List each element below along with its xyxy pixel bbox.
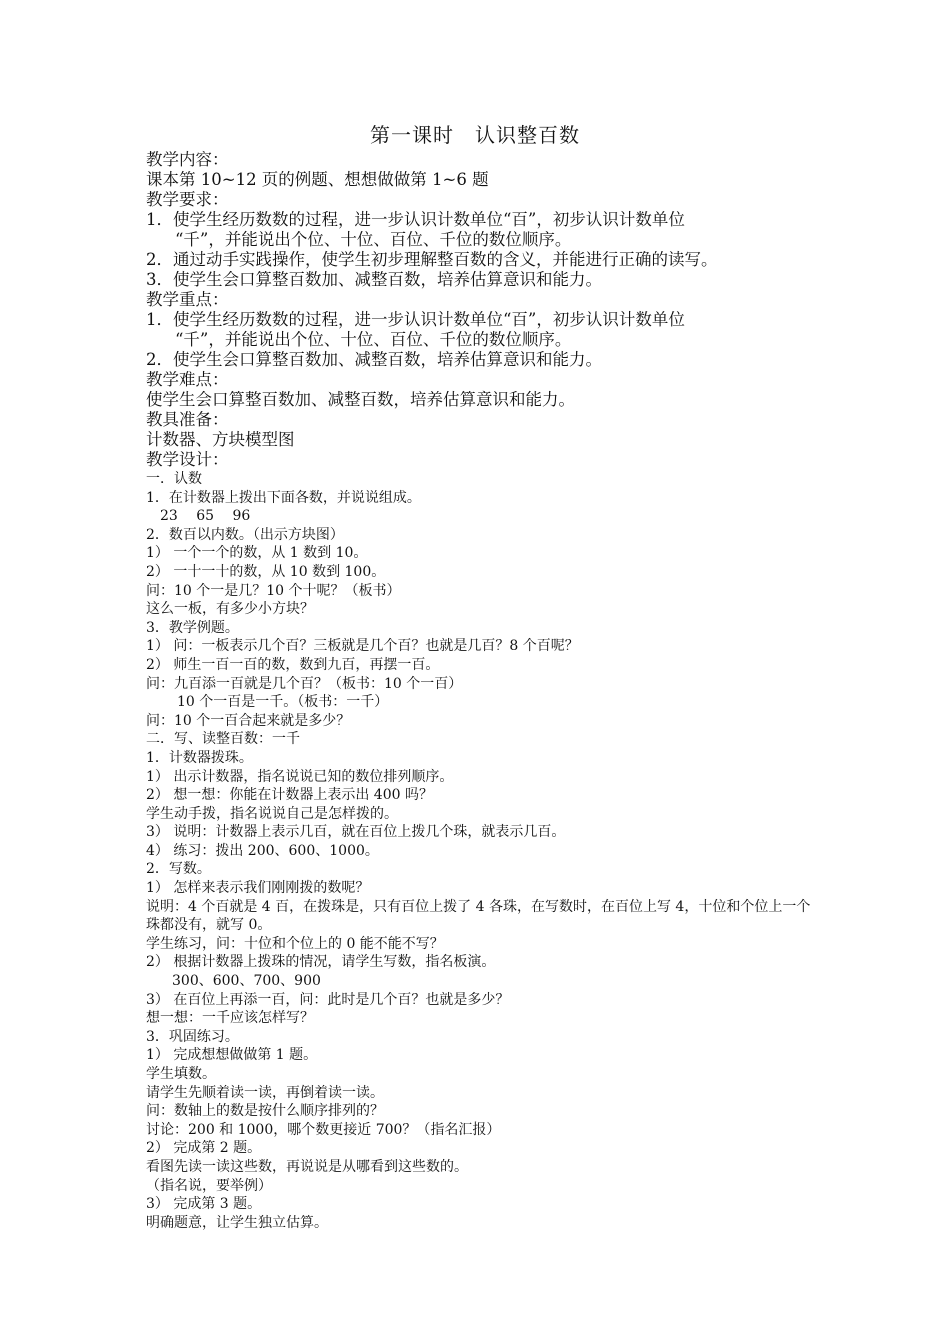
paragraph: 想一想：一千应该怎样写？ (146, 1010, 314, 1027)
list-item: 1．使学生经历数数的过程，进一步认识计数单位“百”，初步认识计数单位 (146, 210, 685, 229)
list-item: 3） 完成第 3 题。 (146, 1196, 262, 1213)
list-item-continuation: “千”，并能说出个位、十位、百位、千位的数位顺序。 (175, 230, 572, 249)
list-item: 3） 在百位上再添一百，问：此时是几个百？也就是多少？ (146, 991, 510, 1008)
list-item: 1．使学生经历数数的过程，进一步认识计数单位“百”，初步认识计数单位 (146, 310, 685, 329)
paragraph: 问：10 个一百合起来就是多少？ (146, 712, 351, 729)
list-item: 1） 怎样来表示我们刚刚拨的数呢？ (146, 880, 370, 897)
section-heading: 二．写、读整百数：一千 (146, 731, 300, 748)
list-item: 2） 完成第 2 题。 (146, 1140, 262, 1157)
section-heading: 教学重点： (146, 290, 229, 309)
paragraph: 看图先读一读这些数，再说说是从哪看到这些数的。 (146, 1158, 468, 1175)
paragraph: 问：10 个一是几？10 个十呢？（板书） (146, 582, 401, 599)
paragraph: 学生动手拨，指名说说自己是怎样拨的。 (146, 805, 398, 822)
paragraph: 问：九百添一百就是几个百？（板书：10 个一百） (146, 675, 463, 692)
paragraph: 学生练习，问：十位和个位上的 0 能不能不写？ (146, 935, 444, 952)
section-heading: 教学难点： (146, 370, 229, 389)
list-item: 3．使学生会口算整百数加、减整百数，培养估算意识和能力。 (146, 270, 602, 289)
list-item: 2） 根据计数器上拨珠的情况，请学生写数，指名板演。 (146, 954, 496, 971)
section-heading: 教学要求： (146, 190, 229, 209)
paragraph: 讨论：200 和 1000，哪个数更接近 700？（指名汇报） (146, 1121, 501, 1138)
list-item-continuation: “千”，并能说出个位、十位、百位、千位的数位顺序。 (175, 330, 572, 349)
list-item: 2） 师生一百一百的数，数到九百，再摆一百。 (146, 656, 440, 673)
list-item: 1．计数器拨珠。 (146, 749, 253, 766)
number-list: 300、600、700、900 (172, 973, 321, 990)
paragraph: 使学生会口算整百数加、减整百数，培养估算意识和能力。 (146, 390, 575, 409)
section-heading: 教学内容： (146, 150, 229, 169)
section-heading: 一．认数 (146, 471, 202, 487)
paragraph: 请学生先顺着读一读，再倒着读一读。 (146, 1084, 384, 1101)
paragraph: 这么一板，有多少小方块？ (146, 601, 314, 618)
list-item: 2） 想一想：你能在计数器上表示出 400 吗？ (146, 787, 433, 804)
list-item: 1） 完成想想做做第 1 题。 (146, 1047, 318, 1064)
list-item: 2．使学生会口算整百数加、减整百数，培养估算意识和能力。 (146, 350, 602, 369)
list-item: 2．通过动手实践操作，使学生初步理解整百数的含义，并能进行正确的读写。 (146, 250, 718, 269)
list-item: 4） 练习：拨出 200、600、1000。 (146, 842, 379, 859)
list-item: 1．在计数器上拨出下面各数，并说说组成。 (146, 489, 421, 506)
page-title: 第一课时 认识整百数 (370, 123, 580, 147)
paragraph: 问：数轴上的数是按什么顺序排列的？ (146, 1103, 384, 1120)
list-item: 1） 问：一板表示几个百？三板就是几个百？也就是几百？8 个百呢？ (146, 638, 579, 655)
paragraph: 课本第 10~12 页的例题、想想做做第 1~6 题 (146, 170, 489, 189)
paragraph: 明确题意，让学生独立估算。 (146, 1214, 328, 1231)
paragraph: 计数器、方块模型图 (146, 430, 295, 449)
document-body (146, 150, 826, 1232)
list-item: 2） 一十一十的数，从 10 数到 100。 (146, 563, 386, 580)
paragraph: 说明：4 个百就是 4 百，在拨珠是，只有百位上拨了 4 各珠，在写数时，在百位上写 4，十位和个位上一个珠都没有，就写 0。 (146, 898, 811, 934)
list-item: 3） 说明：计数器上表示几百，就在百位上拨几个珠，就表示几百。 (146, 824, 566, 841)
paragraph: 学生填数。 (146, 1066, 216, 1082)
section-heading: 教学设计： (146, 450, 229, 469)
list-item: 1） 一个一个的数，从 1 数到 10。 (146, 545, 368, 562)
number-list: 23 65 96 (160, 508, 251, 525)
list-item: 2．写数。 (146, 861, 211, 878)
section-heading: 教具准备： (146, 410, 229, 429)
list-item: 3．教学例题。 (146, 619, 239, 636)
list-item: 2．数百以内数。（出示方块图） (146, 526, 344, 543)
paragraph: （指名说，要举例） (146, 1177, 272, 1194)
list-item: 3．巩固练习。 (146, 1028, 239, 1045)
paragraph: 10 个一百是一千。（板书：一千） (177, 694, 389, 711)
list-item: 1） 出示计数器，指名说说已知的数位排列顺序。 (146, 768, 454, 785)
